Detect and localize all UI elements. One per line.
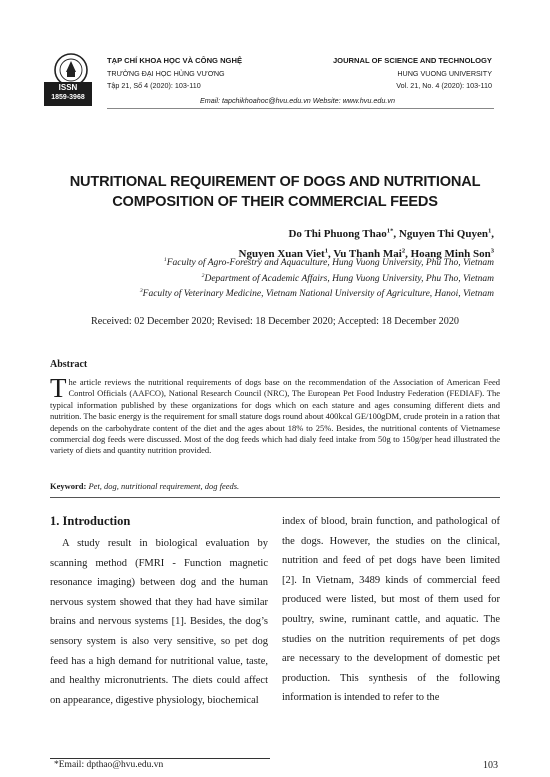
drop-cap: T — [50, 373, 67, 403]
volume-info-vi: Tập 21, Số 4 (2020): 103-110 — [107, 81, 201, 90]
issn-number: 1859-3968 — [51, 94, 85, 101]
intro-column-right: index of blood, brain function, and pathological of the dogs. However, the studies on the clinical, nutrition and feed of pet dogs have been limited [2]. In Vietnam, 3489 kinds of commercial feed produced were listed, but most of them used for poultry, swine, ruminant cattle, and aquatic. The studies on the nutrition requirements of pet dogs are necessary to the development of domestic pet production. This synthesis of the following information is intended to refer to the — [282, 516, 500, 704]
journal-name-vi: TẠP CHÍ KHOA HỌC VÀ CÔNG NGHỆ — [107, 56, 243, 65]
author-name: Nguyen Xuan Viet — [238, 248, 325, 260]
university-name-en: HUNG VUONG UNIVERSITY — [397, 68, 492, 78]
university-name-vi: TRƯỜNG ĐẠI HỌC HÙNG VƯƠNG — [107, 68, 225, 78]
submission-dates: Received: 02 December 2020; Revised: 18 December 2020; Accepted: 18 December 2020 — [90, 316, 460, 327]
affiliation: $^1$Faculty of Agro-Forestry and Aquaculture, Hung Vuong University, Phu Tho, Vietnam — [163, 256, 494, 268]
keywords — [50, 481, 239, 491]
abstract-divider — [50, 497, 500, 498]
author-name: Vu Thanh Mai — [333, 248, 402, 260]
author-name: Hoang Minh Son — [410, 248, 491, 260]
author-name: Nguyen Thi Quyen — [398, 228, 488, 240]
section-heading: 1. Introduction — [50, 514, 131, 528]
header-left — [107, 55, 242, 93]
abstract-heading: Abstract — [50, 359, 88, 370]
affiliation: $^2$Department of Academic Affairs, Hung Vuong University, Phu Tho, Vietnam — [201, 272, 494, 284]
affiliation-list — [140, 256, 494, 303]
abstract-text: he article reviews the nutritional requirements of dogs base on the recommendation of the Association of American Feed Control Officials (AAFCO), National Research Council (NRC), The European Pet Food Industry Federation (FEDIAF). The typical information published by these organizations for dogs which on each stature and ages consuming different diets and nutrition. The basic energy is the requirement for small stature dogs round about 400kcal GE/100gDM, crude protein in a ration that depends on the carbohydrate content of the diet and the ages about 18% to 25%. Besides, the nutritional contents of Vietnamese commercial dog feeds were discussed. Most of the dog feeds which had dialy feed intake from 50g to 150g/per head illustrated the variety of diets and quantity nutrition provided. — [50, 377, 500, 456]
author-sup: 1 — [487, 227, 492, 235]
keyword-list: Pet, dog, nutritional requirement, dog feeds. — [88, 481, 240, 491]
author-sup: 3 — [490, 247, 494, 255]
page-number: 103 — [483, 760, 498, 771]
header-right — [333, 55, 492, 93]
author-list: Do Thi Phuong Thao$^{1*}$, Nguyen Thi Quyen$^1$, Nguyen Xuan Viet$^1$, Vu Thanh Mai$^2$, Hoang Minh Son$^3$ — [238, 227, 494, 260]
intro-column-left: A study result in biological evaluation by scanning method (FMRI - Function magnetic resonance imaging) between dog and the human nervous system showed that they had have similar brains and nervous systems [1]. Besides, the dog’s sensory system is also very sensitive, so pet dog feed has a high demand for nutritional value, taste, and healthy micronutrients. The diets could affect on appearance, digestive physiology, biochemical — [50, 538, 268, 706]
issn-label: ISSN — [58, 83, 78, 92]
volume-info-en: Vol. 21, No. 4 (2020): 103-110 — [396, 81, 492, 90]
author-sup: 1 — [324, 247, 329, 255]
journal-name-en: JOURNAL OF SCIENCE AND TECHNOLOGY — [332, 56, 492, 65]
paper-title: NUTRITIONAL REQUIREMENT OF DOGS AND NUTRITIONAL COMPOSITION OF THEIR COMMERCIAL FEEDS — [69, 174, 481, 210]
header-divider — [107, 108, 494, 109]
author-sup: 1* — [386, 227, 394, 235]
affiliation: $^3$Faculty of Veterinary Medicine, Vietnam National University of Agriculture, Hanoi, Vietnam — [139, 287, 494, 299]
issn-badge — [44, 82, 92, 106]
author-name: Do Thi Phuong Thao — [288, 228, 387, 240]
footnote-email: *Email: dpthao@hvu.edu.vn — [54, 760, 164, 770]
journal-contact: Email: tapchikhoahoc@hvu.edu.vn Website: www.hvu.edu.vn — [200, 96, 395, 105]
abstract-body — [50, 373, 500, 457]
footnote-divider — [50, 758, 270, 759]
author-sup: 2 — [401, 247, 406, 255]
keyword-label: Keyword: — [50, 481, 87, 491]
